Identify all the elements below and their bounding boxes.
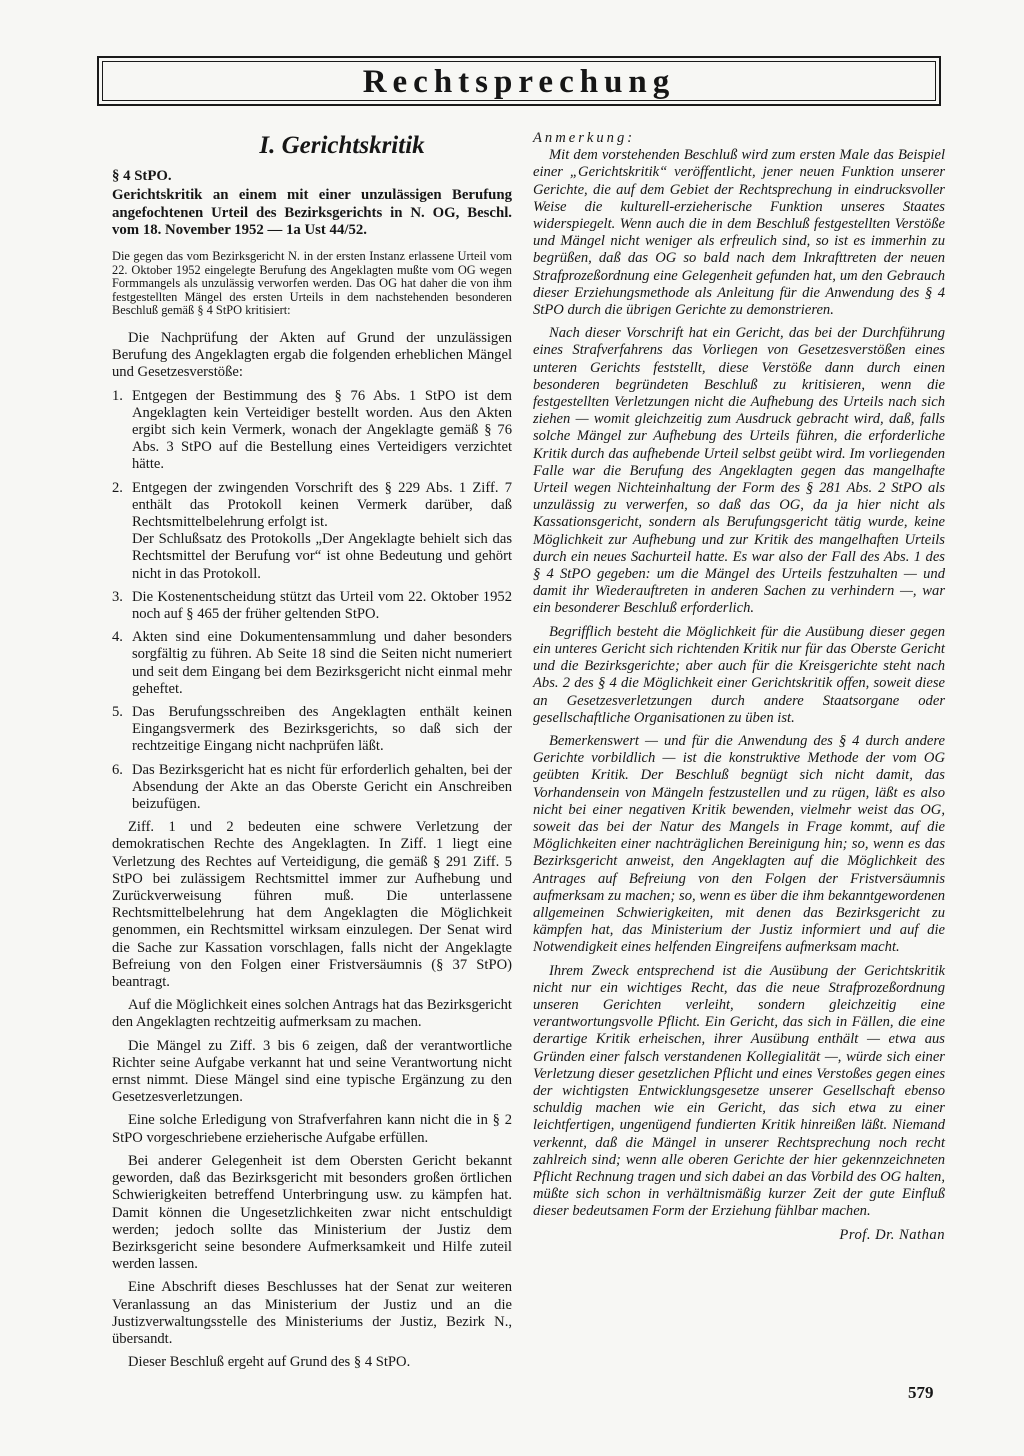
paragraph: Bemerkenswert — und für die Anwendung des § 4 durch andere Gerichte vorbildlich — ist die konstruktive Methode der vom OG geübten Kritik. Der Beschluß begnügt sich nicht damit, das Vorhandensein von Mängeln festzustellen und zu rügen, läßt es also nicht bei einer negativen Kritik bewenden, vielmehr weist das OG, soweit das bei der Natur des Mangels in Frage kommt, auf die Möglichkeiten einer nachträglichen Bereinigung hin; so, wenn es das Bezirksgericht anweist, den Angeklagten auf die Möglichkeit des Antrages auf Befreiung von den Folgen der Fristversäumnis aufmerksam zu machen; so, wenn es über die ihm bekanntgewordenen allgemeinen Schwierigkeiten, mit denen das Bezirksgericht zu kämpfen hat, das Ministerium der Justiz informiert und auf die Notwendigkeit eines helfenden Eingreifens aufmerksam macht. [533,732,945,956]
list-text-part: Der Schlußsatz des Protokolls „Der Angeklagte behielt sich das Rechtsmittel der Berufung vor“ ist ohne Bedeutung und gehört nicht in das Protokoll. [132,531,512,582]
paragraph: Die Nachprüfung der Akten auf Grund der unzulässigen Berufung des Angeklagten ergab die folgenden erheblichen Mängel und Gesetzesverstöße: [112,329,512,381]
list-text [132,480,512,583]
list-text: Akten sind eine Dokumentensammlung und daher besonders sorgfältig zu führen. Ab Seite 18 sind die Seiten nicht numeriert und seit dem Eingang bei dem Bezirksgericht nicht einmal mehr geheftet. [132,629,512,697]
left-column [112,132,512,1377]
paragraph: Dieser Beschluß ergeht auf Grund des § 4 StPO. [128,1354,411,1371]
list-item [112,629,512,698]
paragraph: Ihrem Zweck entsprechend ist die Ausübung der Gerichtskritik nicht nur ein wichtiges Recht, das die neue Strafprozeßordnung unseren Gerichten verleiht, sondern gleichzeitig eine verantwortungsvolle Pflicht. Ein Gericht, das sich in Fällen, die eine derartige Kritik erheischen, ihrer Ausübung enthält — etwa aus Gründen einer falsch verstandenen Kollegialität —, würde sich einer Verletzung dieser gesetzlichen Pflicht und eines Verstoßes gegen eines der wichtigsten Entwicklungsgesetze unserer Gesellschaft ebenso schuldig machen wie ein Gericht, das sich etwa zu einer leichtfertigen, ungenügend fundierten Kritik hinreißen läßt. Niemand verkennt, daß die Mängel in unserer Rechtsprechung noch recht zahlreich sind; wenn alle oberen Gerichte der hier gekennzeichneten Pflicht Rechnung tragen und sich dabei an das Vorbild des OG halten, müßte sich schon in verhältnismäßig kurzer Zeit der gute Einfluß dieser bedeutsamen Form der Erziehung fühlbar machen. [533,962,945,1220]
list-text: Die Kostenentscheidung stützt das Urteil vom 22. Oktober 1952 noch auf § 465 der früher geltenden StPO. [132,588,512,622]
header-box [97,56,941,106]
page-number: 579 [908,1383,934,1402]
right-column [533,130,945,1244]
list-text: Das Berufungsschreiben des Angeklagten enthält keinen Eingangsvermerk des Bezirksgerichts, so daß sich der rechtzeitige Eingang nicht nachprüfen läßt. [132,704,512,755]
list-number: 6. [112,761,123,778]
paragraph: Nach dieser Vorschrift hat ein Gericht, das bei der Durchführung eines Strafverfahrens das Vorliegen von Gesetzesverstößen eines unteren Gerichts feststellt, diese Verstöße dann durch einen besonderen begründeten Beschluß zu kritisieren, wenn die festgestellten Verletzungen nicht die Aufhebung des Urteils nach sich ziehen — womit gleichzeitig zum Ausdruck gebracht wird, daß, falls solche Mängel zur Aufhebung des Urteils führen, die erforderliche Kritik durch das aufhebende Urteil selbst geübt wird. Im vorliegenden Falle war die Berufung des Angeklagten gegen das mangelhafte Urteil wegen Nichteinhaltung der Form des § 281 Abs. 2 StPO als unzulässig zu verwerfen, so daß das OG, da ja hier nicht als Kassationsgericht, sondern als Berufungsgericht tätig wurde, keine Möglichkeit zur Aufhebung und zur Kritik des mangelhaften Urteils durch ein neues Sachurteil hatte. Es war also der Fall des Abs. 1 des § 4 StPO gegeben: um die Mängel des Urteils festzuhalten — und damit ihr Wiederauftreten in anderen Sachen zu verhindern —, war ein besonderer Beschluß erforderlich. [533,325,945,617]
law-reference: § 4 StPO. [112,168,172,184]
decision-intro: Die gegen das vom Bezirksgericht N. in der ersten Instanz erlassene Urteil vom 22. Oktober 1952 eingelegte Berufung des Angeklagten mußte vom OG wegen Formmangels als unzulässig verworfen werden. Das OG hat daher die von ihm festgestellten Mängel des ersten Urteils in dem nachstehenden besonderen Beschluß gemäß § 4 StPO kritisiert: [112,248,512,318]
list-item [112,704,512,756]
paragraph: Eine Abschrift dieses Beschlusses hat der Senat zur weiteren Veranlassung an das Ministerium der Justiz und an die Justizverwaltungsstelle des Ministeriums der Justiz, Bezirk N., übersandt. [112,1279,512,1347]
list-text-part: Entgegen der zwingenden Vorschrift des § 229 Abs. 1 Ziff. 7 enthält das Protokoll keinen Vermerk darüber, daß Rechtsmittelbelehrung erfolgt ist. [132,479,512,530]
list-text: Das Bezirksgericht hat es nicht für erforderlich gehalten, bei der Absendung der Akte an das Oberste Gericht ein Anschreiben beizufügen. [132,761,512,813]
numbered-list [112,388,512,814]
list-text: Entgegen der Bestimmung des § 76 Abs. 1 StPO ist dem Angeklagten kein Verteidiger bestellt worden. Aus den Akten ergibt sich kein Vermerk, wonach der Angeklagte gemäß § 76 Abs. 3 StPO auf die Bestellung eines Verteidigers verzichtet hätte. [132,387,512,473]
paragraph: Die Mängel zu Ziff. 3 bis 6 zeigen, daß der verantwortliche Richter seine Aufgabe verkannt hat und seine Verantwortung nicht ernst nimmt. Diese Mängel sind eine typische Ergänzung zu den Gesetzesverletzungen. [112,1037,512,1106]
paragraph: Auf die Möglichkeit eines solchen Antrags hat das Bezirksgericht den Angeklagten rechtzeitig aufmerksam zu machen. [112,997,512,1031]
page-title: Rechtsprechung [362,64,676,100]
list-number: 1. [112,387,123,404]
list-number: 5. [112,704,123,721]
list-item [112,388,512,474]
author-signature: Prof. Dr. Nathan [839,1226,945,1243]
section-title: I. Gerichtskritik [259,132,425,159]
paragraph: Mit dem vorstehenden Beschluß wird zum ersten Male das Beispiel einer „Gerichtskritik“ veröffentlicht, jener neuen Funktion unserer Gerichte, die auf dem Gebiet der Rechtsprechung in eindrucksvoller Weise die kulturell-erzieherische Funktion unseres Staates widerspiegelt. Wenn auch die in dem Beschluß festgestellten Verstöße und Mängel nicht weniger als erfreulich sind, so ist es immerhin zu begrüßen, daß das OG so bald nach dem Inkrafttreten der neuen Strafprozeßordnung eine Gelegenheit gefunden hat, um den Gebrauch dieser Erziehungsmethode als Anleitung für die Anwendung des § 4 StPO durch die übrigen Gerichte zu demonstrieren. [533,147,945,319]
paragraph: Ziff. 1 und 2 bedeuten eine schwere Verletzung der demokratischen Rechte des Angeklagten. In Ziff. 1 liegt eine Verletzung des Rechtes auf Verteidigung, die gemäß § 291 Ziff. 5 StPO bei zulässigem Rechtsmittel immer zur Aufhebung und Zurückverweisung führen muß. Die unterlassene Rechtsmittelbelehrung hat dem Angeklagten die Möglichkeit genommen, ein Rechtsmittel wirksam einzulegen. Der Senat wird die Sache zur Kassation vorschlagen, falls nicht der Angeklagte Befreiung von den Folgen einer Fristversäumnis (§ 37 StPO) beantragt. [112,819,512,991]
paragraph: Eine solche Erledigung von Strafverfahren kann nicht die in § 2 StPO vorgeschriebene erzieherische Aufgabe erfüllen. [112,1112,512,1146]
list-item [112,762,512,814]
annotation-heading: Anmerkung: [533,130,636,146]
list-item [112,589,512,623]
paragraph: Bei anderer Gelegenheit ist dem Obersten Gericht bekannt geworden, daß das Bezirksgericht mit besonders großen örtlichen Schwierigkeiten betreffend Unterbringung usw. zu kämpfen hat. Damit können die Ungesetzlichkeiten zwar nicht entschuldigt werden; jedoch sollte das Ministerium der Justiz dem Bezirksgericht seine besondere Aufmerksamkeit und Hilfe zuteil werden lassen. [112,1152,512,1273]
list-number: 3. [112,588,123,605]
paragraph: Begrifflich besteht die Möglichkeit für die Ausübung dieser gegen ein unteres Gericht sich richtenden Kritik nur für das Oberste Gericht und die Bezirksgerichte; aber auch für die Kreisgerichte steht nach Abs. 2 des § 4 die Möglichkeit einer Gerichtskritik offen, soweit diese an Gesetzesverletzungen durch andere Staatsorgane oder gesellschaftliche Organisationen zu üben ist. [533,623,945,726]
list-item [112,480,512,583]
list-number: 4. [112,629,123,646]
list-number: 2. [112,479,123,496]
decision-heading: Gerichtskritik an einem mit einer unzulässigen Berufung angefochtenen Urteil des Bezirksgerichts in N. OG, Beschl. vom 18. November 1952 — 1a Ust 44/52. [112,187,512,239]
